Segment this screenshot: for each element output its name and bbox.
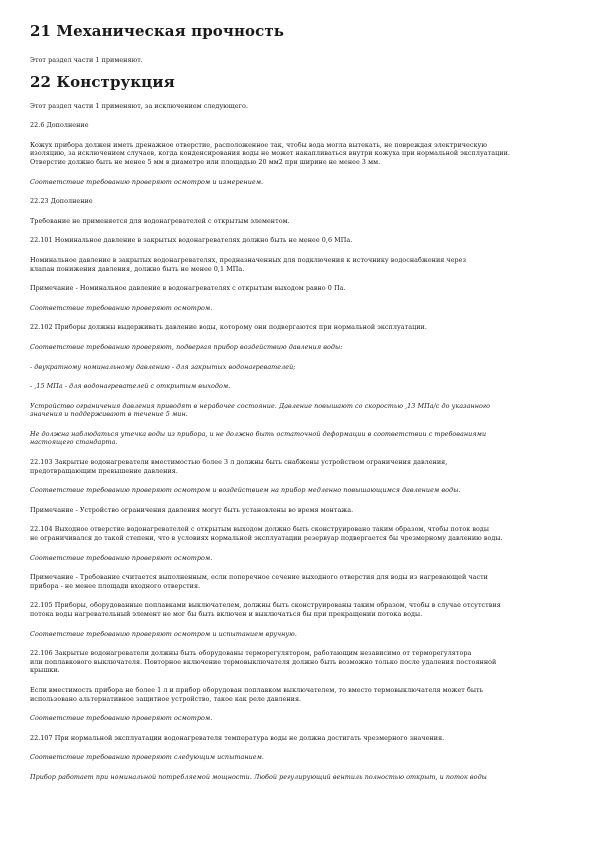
- paragraph: Этот раздел части 1 применяют, за исключением следующего.: [30, 101, 248, 110]
- paragraph: Этот раздел части 1 применяют.: [30, 56, 143, 64]
- note: Примечание - Устройство ограничения давления могут быть установлены во время монтажа.: [30, 505, 354, 514]
- section-21-heading: 21 Механическая прочность: [30, 22, 285, 40]
- compliance-note: Соответствие требованию проверяют осмотром.: [30, 714, 213, 723]
- paragraph: Требование не применяется для водонагревателей с открытым элементом.: [30, 216, 290, 225]
- paragraph: 22.106 Закрытые водонагреватели должны быть оборудованы терморегулятором, работающим независимо от терморегулятора или поплавкового выключателя. Повторное включение термовыключателя должно быть возможно только после удаления постоянной крышки.: [30, 649, 497, 675]
- note: Примечание - Номинальное давление в водонагревателях с открытым выходом равно 0 Па.: [30, 284, 346, 293]
- paragraph: Если вместимость прибора не более 1 л и прибор оборудован поплавком выключателем, то вместо термовыключателя может быть использовано альтернативное защитное устройство, такое как реле давления.: [30, 685, 484, 703]
- paragraph: 22.107 При нормальной эксплуатации водонагревателя температура воды не должна достигать чрезмерного значения.: [30, 733, 445, 742]
- paragraph: Не должна наблюдаться утечка воды из прибора, и не должно быть остаточной деформации в соответствии с требованиями настоящего стандарта.: [30, 429, 487, 447]
- paragraph: Номинальное давление в закрытых водонагревателях, предназначенных для подключения к источнику водоснабжения через клапан понижения давления, должно быть не менее 0,1 МПа.: [30, 255, 467, 273]
- paragraph: Прибор работает при номинальной потребляемой мощности. Любой регулирующий вентиль полностью открыт, и поток воды: [30, 772, 487, 781]
- section-22-heading: 22 Конструкция: [30, 72, 175, 91]
- note: Примечание - Требование считается выполненным, если поперечное сечение выходного отверстия для воды из нагревающей части прибора - не менее площади входного отверстия.: [30, 573, 488, 590]
- list-item: - двукратному номинальному давлению - для закрытых водонагревателей;: [30, 362, 296, 371]
- compliance-note: Соответствие требованию проверяют осмотром.: [30, 553, 213, 562]
- compliance-note: Соответствие требованию проверяют, подвергая прибор воздействию давления воды:: [30, 342, 343, 351]
- compliance-note: Соответствие требованию проверяют осмотром.: [30, 303, 213, 312]
- compliance-note: Соответствие требованию проверяют осмотром и испытанием вручную.: [30, 629, 297, 638]
- compliance-note: Соответствие требованию проверяют следующим испытанием.: [30, 753, 265, 762]
- paragraph: Кожух прибора должен иметь дренажное отверстие, расположенное так, чтобы вода могла вытекать, не повреждая электрическую изоляцию, за исключением случаев, когда конденсирования воды не может накапливаться внутри кожуха при нормальной эксплуатации. Отверстие должно быть не менее 5 мм в диаметре или площадью 20 мм2 при ширине не менее 3 мм.: [30, 140, 510, 166]
- clause-heading: 22.23 Дополнение: [30, 197, 93, 206]
- paragraph: Устройство ограничения давления приводят в нерабочее состояние. Давление повышают со скоростью ,13 МПа/с до указанного значения и поддерживают в течение 5 мин.: [30, 401, 491, 419]
- compliance-note: Соответствие требованию проверяют осмотром и измерением.: [30, 177, 264, 186]
- list-item: - ,15 МПа - для водонагревателей с открытым выходом.: [30, 382, 231, 391]
- compliance-note: Соответствие требованию проверяют осмотром и воздействием на прибор медленно повышающимся давлением воды.: [30, 486, 461, 495]
- paragraph: 22.101 Номинальное давление в закрытых водонагревателях должно быть не менее 0,6 МПа.: [30, 236, 353, 245]
- paragraph: 22.102 Приборы должны выдерживать давление воды, которому они подвергаются при нормальной эксплуатации.: [30, 323, 427, 332]
- paragraph: 22.105 Приборы, оборудованные поплавками выключателем, должны быть сконструированы таким образом, чтобы в случае отсутствия потока воды нагревательный элемент не мог бы быть включен и выключаться бы при прекращении потока воды.: [30, 601, 501, 618]
- clause-heading: 22.6 Дополнение: [30, 121, 89, 130]
- paragraph: 22.103 Закрытые водонагреватели вместимостью более 3 л должны быть снабжены устройством ограничения давления, предотвращающим превышение давления.: [30, 458, 448, 475]
- paragraph: 22.104 Выходное отверстие водонагревателей с открытым выходом должно быть сконструировано таким образом, чтобы поток воды не ограничивался до такой степени, что в условиях нормальной эксплуатации резервуар подвергается бы чрезмерному давлению воды.: [30, 525, 503, 543]
